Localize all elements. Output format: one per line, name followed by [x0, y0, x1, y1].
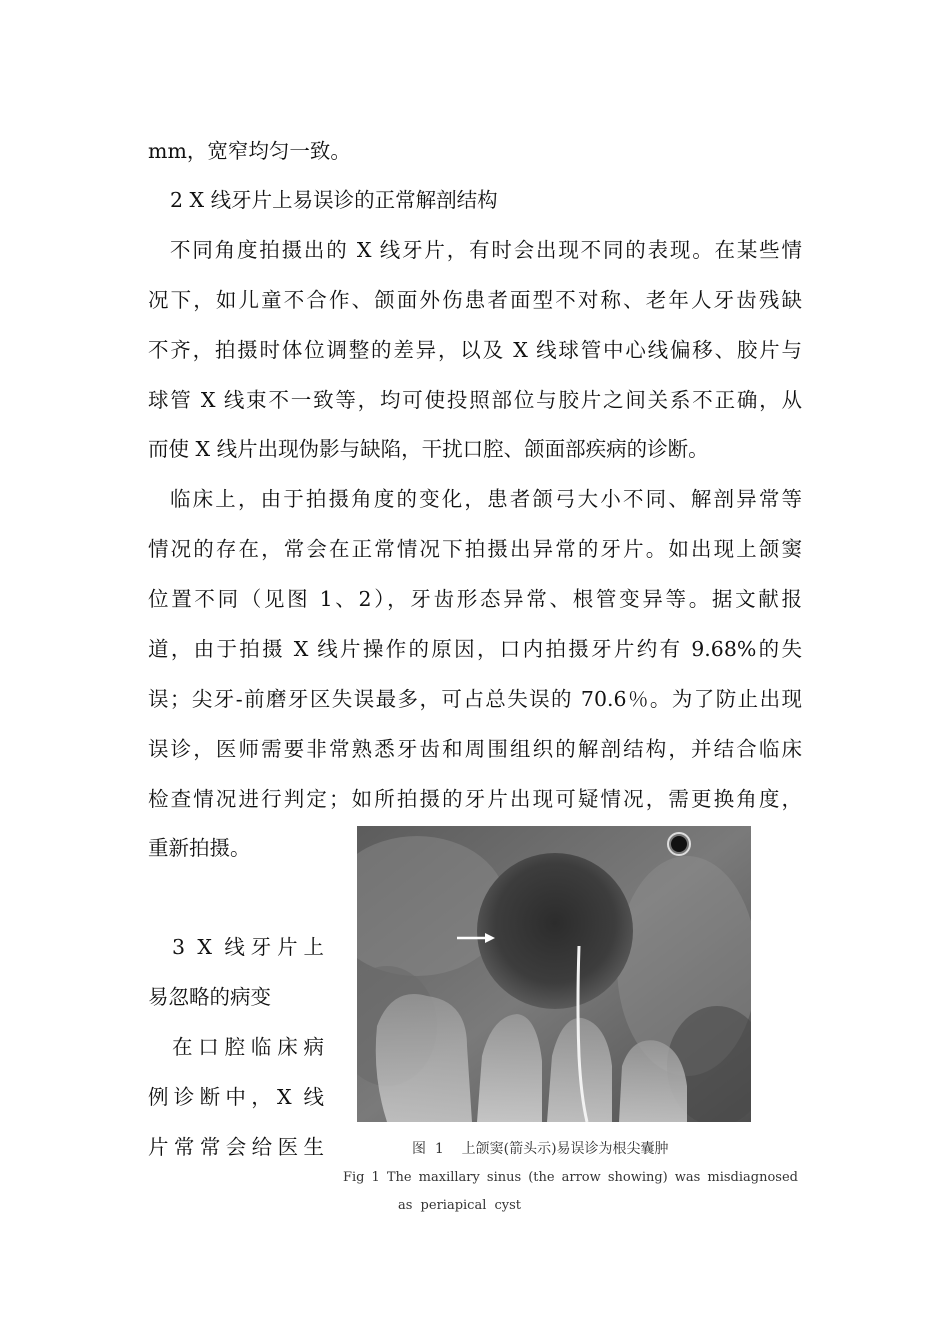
text-line: 临床上，由于拍摄角度的变化，患者颌弓大小不同、解剖异常等 [170, 487, 802, 511]
text-line: 片常常会给医生 [148, 1135, 324, 1159]
figure-caption-en-continued: as periapical cyst [398, 1198, 522, 1213]
text-line: 况下，如儿童不合作、颌面外伤患者面型不对称、老年人牙齿残缺 [148, 288, 802, 312]
section-heading-3: 易忽略的病变 [148, 985, 271, 1009]
text-line: 不齐，拍摄时体位调整的差异，以及 X 线球管中心线偏移、胶片与 [148, 338, 802, 362]
text-line: 球管 X 线束不一致等，均可使投照部位与胶片之间关系不正确，从 [148, 388, 802, 412]
section-heading-3: 3 X 线牙片上 [172, 935, 324, 959]
text-line: 道，由于拍摄 X 线片操作的原因，口内拍摄牙片约有 9.68%的失 [148, 637, 802, 661]
section-heading-2: 2 X 线牙片上易误诊的正常解剖结构 [170, 188, 498, 212]
text-line: 不同角度拍摄出的 X 线牙片，有时会出现不同的表现。在某些情 [170, 238, 802, 262]
text-line: 例诊断中，X 线 [148, 1085, 324, 1109]
dental-xray-image [357, 826, 751, 1122]
text-line: 检查情况进行判定；如所拍摄的牙片出现可疑情况，需更换角度， [148, 787, 802, 811]
text-line: 误诊，医师需要非常熟悉牙齿和周围组织的解剖结构，并结合临床 [148, 737, 802, 761]
text-line: 情况的存在，常会在正常情况下拍摄出异常的牙片。如出现上颌窦 [148, 537, 802, 561]
text-line: 位置不同（见图 1、2），牙齿形态异常、根管变异等。据文献报 [148, 587, 802, 611]
text-line: 误；尖牙-前磨牙区失误最多，可占总失误的 70.6％。为了防止出现 [148, 687, 802, 711]
text-line: 在口腔临床病 [172, 1035, 324, 1059]
text-line: 重新拍摄。 [148, 836, 251, 860]
figure-caption-en: Fig 1 The maxillary sinus (the arrow showing) was misdiagnosed [343, 1170, 798, 1185]
text-line: 而使 X 线片出现伪影与缺陷，干扰口腔、颌面部疾病的诊断。 [148, 437, 709, 461]
text-line: mm，宽窄均匀一致。 [148, 139, 351, 163]
figure-caption-cn: 图 1 上颌窦(箭头示)易误诊为根尖囊肿 [412, 1141, 669, 1157]
